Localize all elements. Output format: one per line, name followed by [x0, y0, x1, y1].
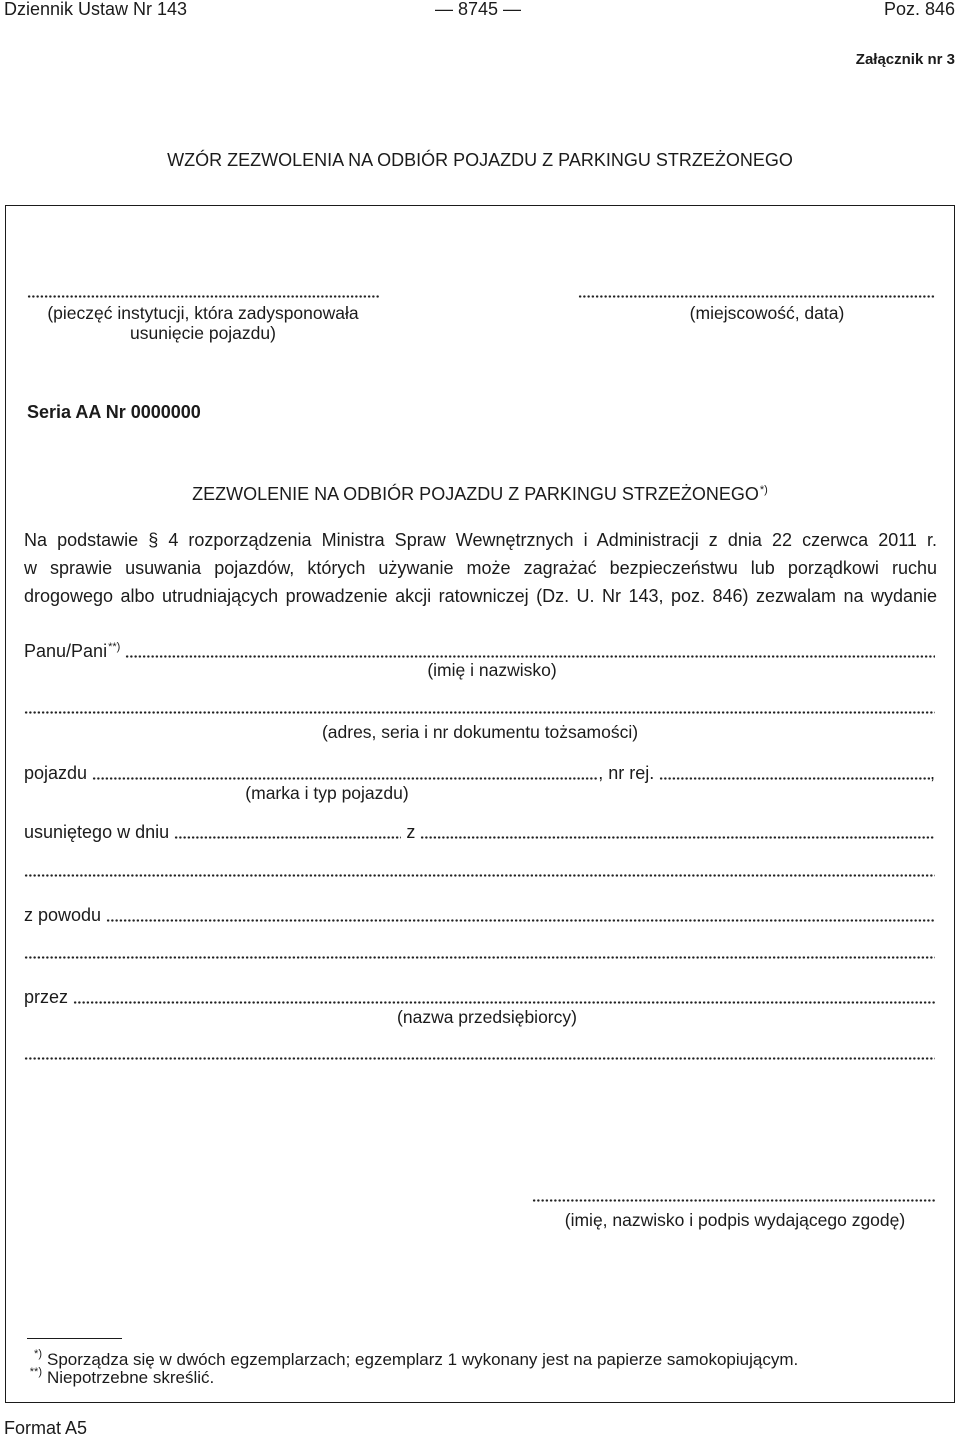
stamp-caption	[24, 303, 382, 343]
reason-row	[24, 905, 935, 925]
vehicle-caption: (marka i typ pojazdu)	[245, 783, 409, 803]
stamp-field-line	[27, 295, 380, 298]
recipient-row	[24, 641, 935, 661]
contractor-name-field	[73, 1001, 935, 1004]
permit-form-frame	[5, 205, 955, 1403]
stamp-caption-line: (pieczęć instytucji, która zadysponowała	[47, 303, 359, 323]
position-number: Poz. 846	[883, 0, 955, 19]
address-caption: (adres, seria i nr dokumentu tożsamości)	[321, 722, 639, 742]
removal-date-field	[174, 836, 401, 839]
removal-row	[24, 822, 935, 842]
signature-caption: (imię, nazwisko i podpis wydającego zgodę)	[564, 1210, 906, 1230]
annex-label: Załącznik nr 3	[855, 51, 955, 68]
address-field-line	[24, 711, 935, 714]
vehicle-make-field	[92, 777, 598, 780]
removal-place-field	[420, 836, 935, 839]
recipient-caption: (imię i nazwisko)	[427, 660, 557, 680]
legal-basis-line: Na podstawie § 4 rozporządzenia Ministra Spraw Wewnętrznych i Administracji z dnia 22 czerwca 2011 r.	[24, 530, 937, 550]
place-date-field-line	[578, 295, 935, 298]
reason-label: z powodu	[24, 905, 102, 925]
vehicle-row	[24, 763, 935, 783]
page-number: — 8745 —	[434, 0, 522, 19]
contractor-row	[24, 987, 935, 1007]
recipient-label-text: Panu/Pani	[24, 641, 108, 661]
signature-field-line	[532, 1199, 935, 1202]
vehicle-row-end-comma: ,	[929, 763, 935, 783]
footnote-mark: **)	[108, 641, 121, 653]
footnote	[18, 1348, 938, 1369]
template-title: WZÓR ZEZWOLENIA NA ODBIÓR POJAZDU Z PARKINGU STRZEŻONEGO	[167, 150, 793, 170]
recipient-label	[24, 641, 120, 661]
footnote-mark: *)	[34, 1348, 42, 1360]
reason-field-line	[24, 956, 935, 959]
series-number: Seria AA Nr 0000000	[27, 402, 201, 422]
permit-title	[6, 484, 954, 504]
footnote-mark: *)	[759, 484, 768, 496]
place-date-caption: (miejscowość, data)	[689, 303, 845, 323]
footnote	[18, 1366, 938, 1387]
legal-basis-line: w sprawie usuwania pojazdów, których używanie może zagrażać bezpieczeństwu lub porządkowi ruchu	[24, 558, 937, 578]
removal-date-label: usuniętego w dniu	[24, 822, 170, 842]
contractor-caption: (nazwa przedsiębiorcy)	[397, 1007, 577, 1027]
legal-basis-paragraph	[24, 526, 937, 610]
removal-place-label: z	[406, 822, 416, 842]
removal-place-field-line	[24, 874, 935, 877]
registration-number-field	[659, 777, 930, 780]
footnote-text: Sporządza się w dwóch egzemplarzach; egzemplarz 1 wykonany jest na papierze samokopiującym.	[47, 1350, 799, 1369]
footnote-mark: **)	[29, 1366, 42, 1378]
journal-title: Dziennik Ustaw Nr 143	[4, 0, 188, 19]
footnotes	[18, 1348, 938, 1387]
footnote-text: Niepotrzebne skreślić.	[47, 1368, 215, 1387]
contractor-label: przez	[24, 987, 69, 1007]
paper-format-label: Format A5	[4, 1418, 88, 1438]
reason-field	[106, 919, 935, 922]
legal-basis-line: drogowego albo utrudniających prowadzenie akcji ratowniczej (Dz. U. Nr 143, poz. 846) zezwalam na wydanie	[24, 586, 937, 606]
recipient-name-field	[125, 655, 935, 658]
permit-title-text: ZEZWOLENIE NA ODBIÓR POJAZDU Z PARKINGU STRZEŻONEGO	[192, 484, 759, 504]
contractor-field-line	[24, 1057, 935, 1060]
registration-label: , nr rej.	[598, 763, 655, 783]
vehicle-label: pojazdu	[24, 763, 88, 783]
stamp-caption-line: usunięcie pojazdu)	[130, 323, 276, 343]
footnote-divider	[27, 1338, 122, 1339]
